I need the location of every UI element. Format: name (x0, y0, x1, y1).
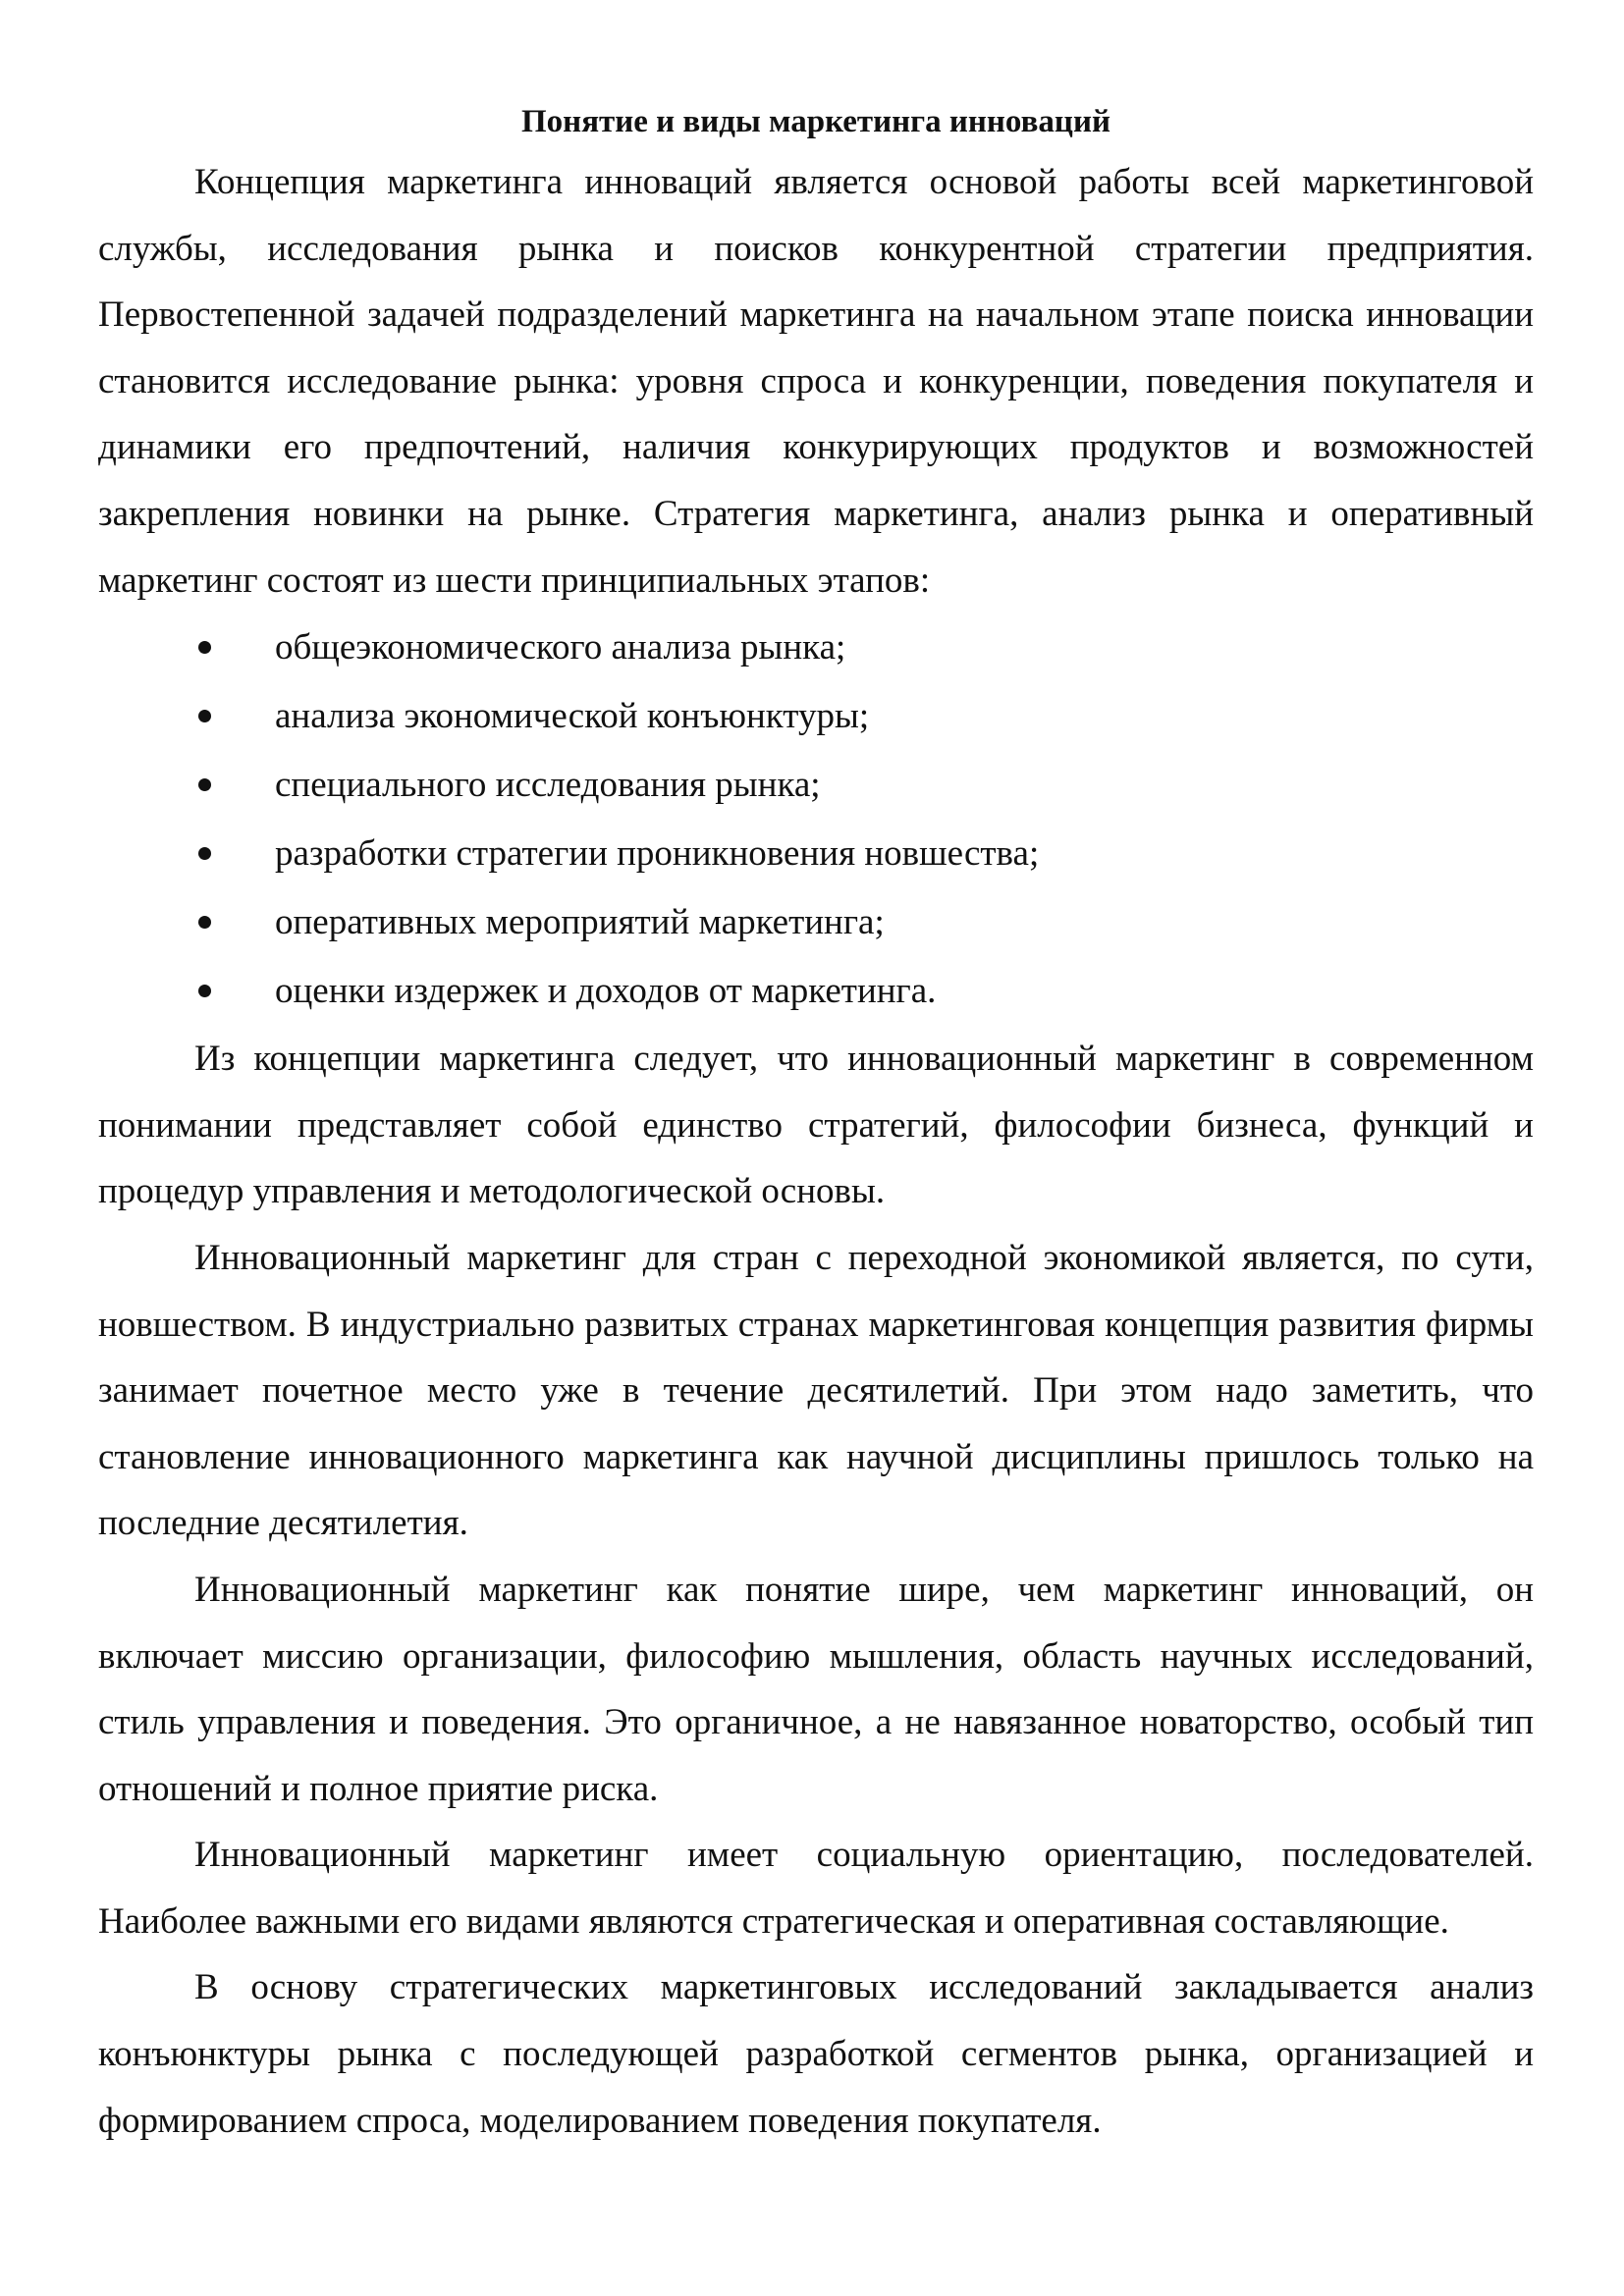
bullet-icon (198, 847, 211, 860)
list-item-text: оперативных мероприятий маркетинга; (275, 902, 885, 943)
list-item (98, 751, 1534, 820)
list-item (98, 888, 1534, 957)
body-paragraph: Из концепции маркетинга следует, что инновационный маркетинг в современном понимании представляет собой единство стратегий, философии бизнеса, функций и процедур управления и методологической основы. (98, 1039, 1534, 1212)
list-item (98, 820, 1534, 888)
list-item-text: оценки издержек и доходов от маркетинга. (275, 971, 937, 1012)
list-item (98, 682, 1534, 751)
document-body (98, 94, 1534, 2154)
stages-list (98, 614, 1534, 1026)
bullet-icon (198, 710, 211, 722)
document-title: Понятие и виды маркетинга инноваций (521, 104, 1110, 139)
body-paragraph: Инновационный маркетинг для стран с переходной экономикой является, по сути, новшеством. В индустриально развитых странах маркетинговая концепция развития фирмы занимает почетное место уже в течение десятилетий. При этом надо заметить, что становление инновационного маркетинга как научной дисциплины пришлось только на последние десятилетия. (98, 1237, 1534, 1544)
bullet-icon (198, 641, 211, 654)
list-item-text: разработки стратегии проникновения новшества; (275, 833, 1040, 875)
bullet-icon (198, 778, 211, 791)
list-item (98, 957, 1534, 1026)
bullet-icon (198, 985, 211, 997)
list-item-text: общеэкономического анализа рынка; (275, 627, 846, 668)
body-paragraph: Инновационный маркетинг как понятие шире, чем маркетинг инноваций, он включает миссию организации, философию мышления, область научных исследований, стиль управления и поведения. Это органичное, а не навязанное новаторство, особый тип отношений и полное приятие риска. (98, 1569, 1534, 1809)
intro-paragraph: Концепция маркетинга инноваций является основой работы всей маркетинговой службы, исследования рынка и поисков конкурентной стратегии предприятия. Первостепенной задачей подразделений маркетинга на начальном этапе поиска инновации становится исследование рынка: уровня спроса и конкуренции, поведения покупателя и динамики его предпочтений, наличия конкурирующих продуктов и возможностей закрепления новинки на рынке. Стратегия маркетинга, анализ рынка и оперативный маркетинг состоят из шести принципиальных этапов: (98, 162, 1534, 601)
list-item-text: специального исследования рынка; (275, 765, 821, 806)
list-item (98, 614, 1534, 682)
body-paragraph: Инновационный маркетинг имеет социальную ориентацию, последователей. Наиболее важными его видами являются стратегическая и оперативная составляющие. (98, 1835, 1534, 1942)
bullet-icon (198, 916, 211, 929)
body-paragraph: В основу стратегических маркетинговых исследований закладывается анализ конъюнктуры рынка с последующей разработкой сегментов рынка, организацией и формированием спроса, моделированием поведения покупателя. (98, 1967, 1534, 2141)
list-item-text: анализа экономической конъюнктуры; (275, 696, 870, 737)
